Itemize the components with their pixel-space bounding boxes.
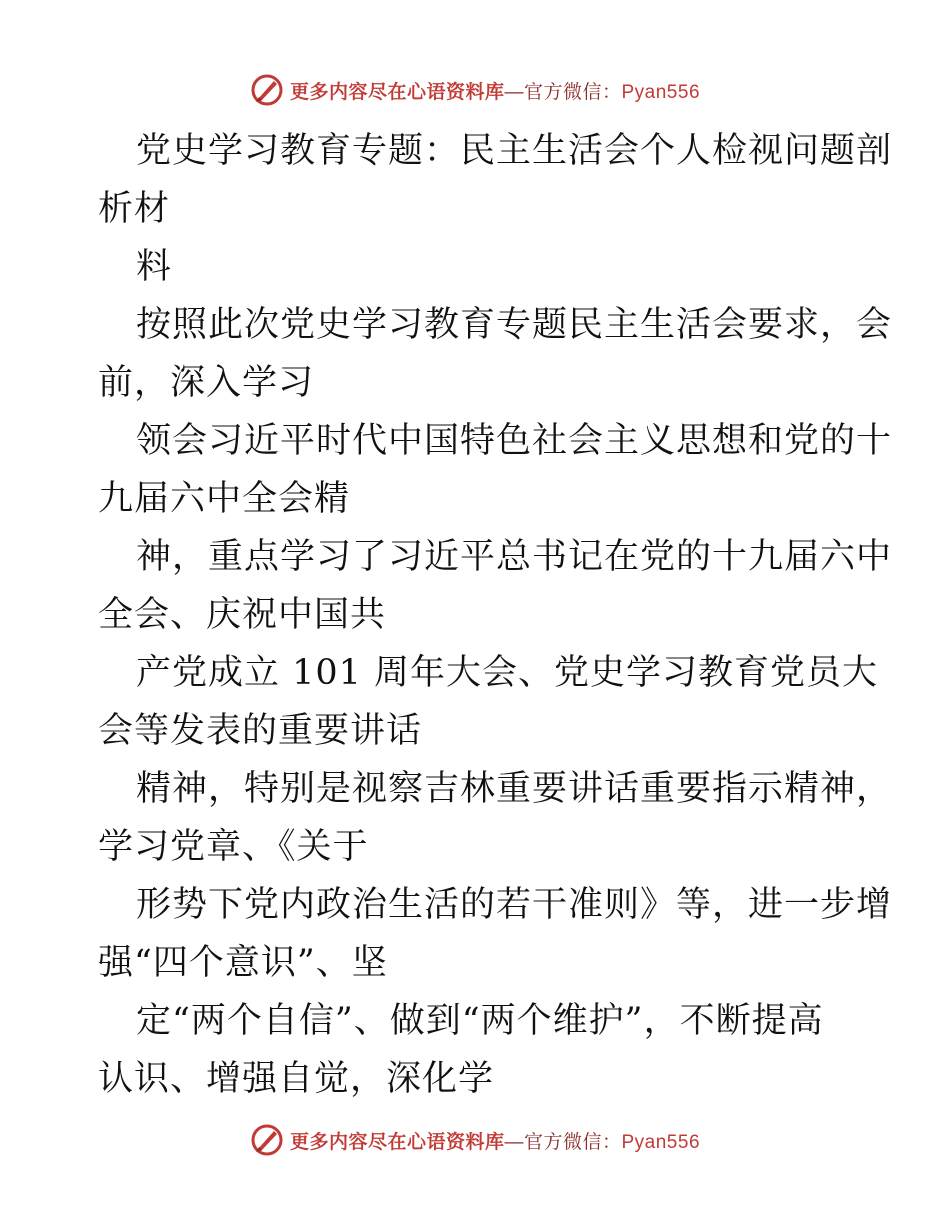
doc-line-9: 全会、庆祝中国共 [98,595,387,635]
doc-line-6: 领会习近平时代中国特色社会主义思想和党的十 [136,421,893,461]
doc-line-5: 前，深入学习 [98,363,315,403]
doc-line-14: 形势下党内政治生活的若干准则》等，进一步增 [136,885,893,925]
doc-line-15: 强“四个意识”、坚 [98,943,388,983]
doc-line-1: 党史学习教育专题：民主生活会个人检视问题剖 [136,131,893,171]
footer-banner-title: 更多内容尽在心语资料库 [289,1131,505,1153]
doc-line-11: 会等发表的重要讲话 [98,711,423,751]
doc-line-17: 认识、增强自觉，深化学 [98,1059,495,1099]
footer-banner-label: 官方微信： [523,1131,622,1153]
header-banner-account: Pyan556 [621,81,701,103]
header-banner-label: 官方微信： [523,81,622,103]
doc-line-3: 料 [136,247,173,287]
header-banner-text [290,77,700,104]
doc-line-10: 产党成立 101 周年大会、党史学习教育党员大 [136,653,879,693]
doc-line-16: 定“两个自信”、做到“两个维护”，不断提高 [136,1001,824,1041]
header-banner-title: 更多内容尽在心语资料库 [289,81,505,103]
doc-line-12: 精神，特别是视察吉林重要讲话重要指示精神， [136,769,893,809]
footer-banner [0,1120,950,1160]
footer-banner-text [290,1127,700,1154]
quill-pen-logo-icon [250,73,284,107]
doc-line-2: 析材 [98,189,171,229]
header-banner [0,70,950,110]
header-banner-separator: — [504,81,524,103]
doc-line-4: 按照此次党史学习教育专题民主生活会要求，会 [136,305,893,345]
footer-banner-account: Pyan556 [621,1131,701,1153]
footer-banner-separator: — [504,1131,524,1153]
doc-line-7: 九届六中全会精 [98,479,351,519]
quill-pen-logo-icon [250,1123,284,1157]
document-body [98,122,893,1108]
doc-line-13: 学习党章、《关于 [98,827,369,867]
doc-line-8: 神，重点学习了习近平总书记在党的十九届六中 [136,537,893,577]
